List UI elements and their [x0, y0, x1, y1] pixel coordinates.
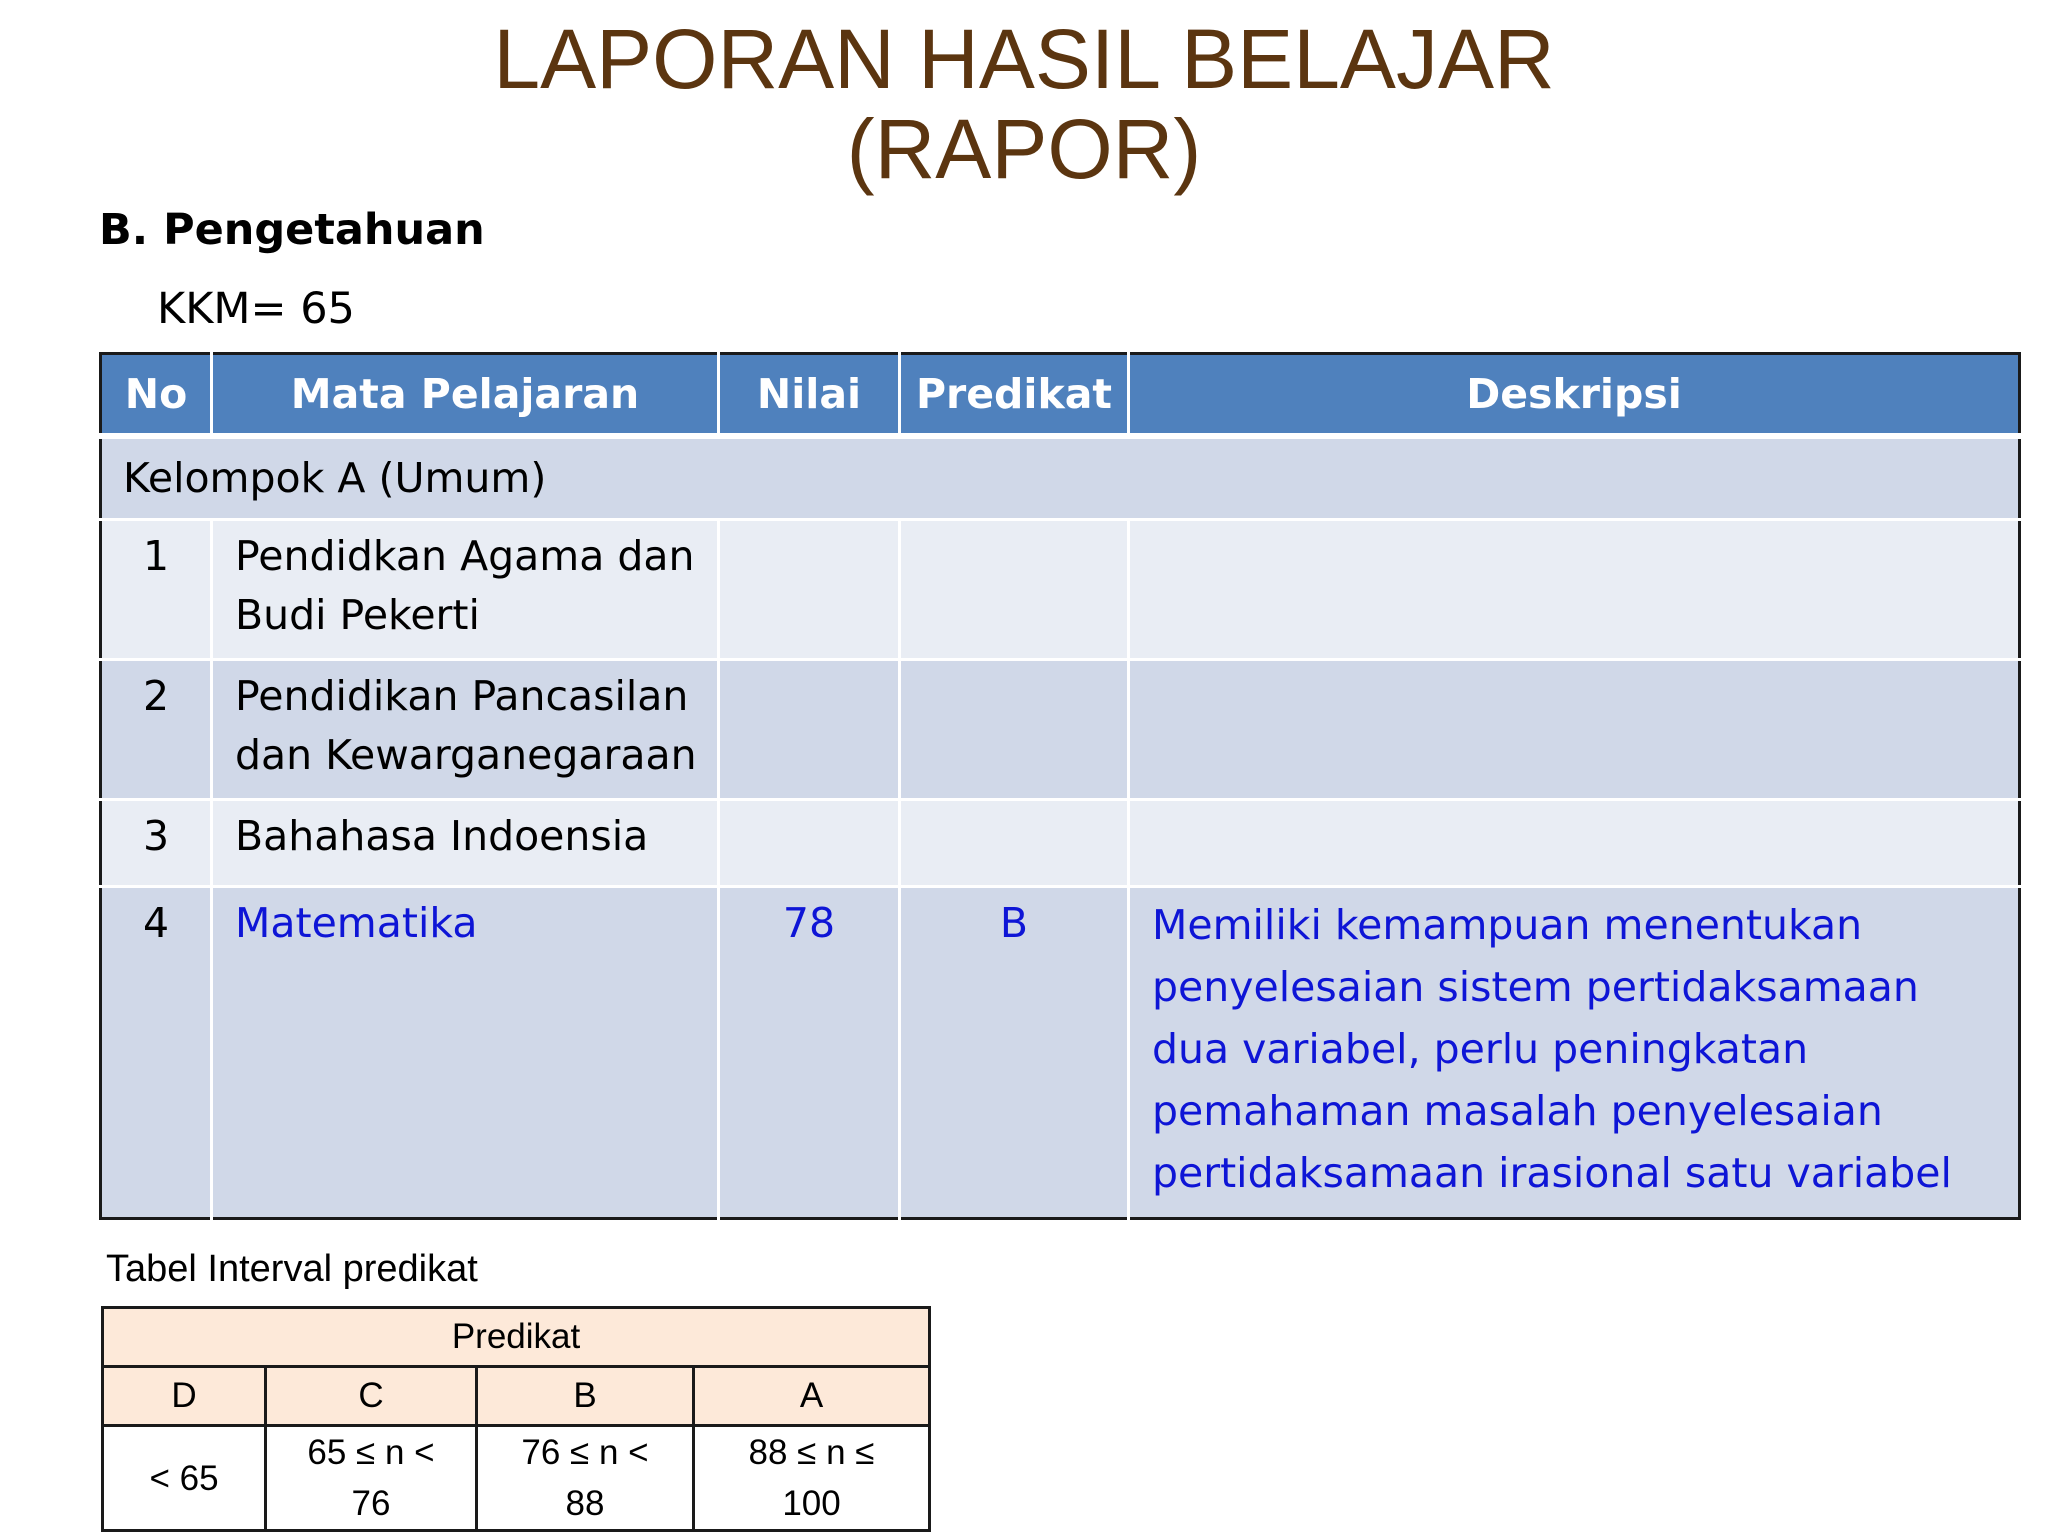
description-line: pertidaksamaan irasional satu variabel — [1152, 1149, 1952, 1197]
page-title — [0, 14, 2048, 194]
title-line-1: LAPORAN HASIL BELAJAR — [493, 12, 1555, 106]
row-number: 2 — [101, 660, 212, 800]
row-number: 4 — [101, 887, 212, 1219]
grade-label-c: C — [266, 1367, 477, 1426]
description-cell — [1129, 520, 2020, 660]
description-line: pemahaman masalah penyelesaian — [1152, 1087, 1883, 1135]
description-line: dua variabel, perlu peningkatan — [1152, 1025, 1809, 1073]
grades-header-row — [101, 354, 2020, 437]
range-line: 88 ≤ n ≤ — [748, 1433, 875, 1472]
subject-line: Budi Pekerti — [235, 591, 480, 639]
description-cell — [1129, 800, 2020, 887]
interval-table-caption: Tabel Interval predikat — [106, 1248, 478, 1290]
table-row — [101, 660, 2020, 800]
header-score: Nilai — [719, 354, 900, 437]
grade-label-a: A — [694, 1367, 930, 1426]
row-number: 3 — [101, 800, 212, 887]
range-line: < 65 — [149, 1458, 219, 1498]
group-row — [101, 436, 2020, 520]
description-line: penyelesaian sistem pertidaksamaan — [1152, 963, 1919, 1011]
description-line: Memiliki kemampuan menentukan — [1152, 901, 1863, 949]
grade-label-d: D — [103, 1367, 266, 1426]
kkm-label: KKM= 65 — [157, 284, 355, 334]
subject-cell — [212, 887, 719, 1219]
score-cell: 78 — [719, 887, 900, 1219]
interval-header-row — [103, 1308, 930, 1367]
range-a — [694, 1426, 930, 1531]
header-no: No — [101, 354, 212, 437]
section-heading: B. Pengetahuan — [99, 205, 485, 255]
header-subject: Mata Pelajaran — [212, 354, 719, 437]
range-b — [477, 1426, 694, 1531]
subject-line: Pendidikan Pancasilan — [235, 672, 689, 720]
range-line: 76 — [351, 1484, 391, 1523]
score-cell — [719, 520, 900, 660]
range-c — [266, 1426, 477, 1531]
interval-grade-row — [103, 1367, 930, 1426]
title-line-2: (RAPOR) — [846, 102, 1202, 196]
row-number: 1 — [101, 520, 212, 660]
subject-line: dan Kewarganegaraan — [235, 731, 697, 779]
header-description: Deskripsi — [1129, 354, 2020, 437]
range-line: 65 ≤ n < — [307, 1433, 435, 1472]
subject-line: Pendidkan Agama dan — [235, 532, 695, 580]
grade-cell — [900, 660, 1129, 800]
group-label: Kelompok A (Umum) — [101, 436, 2020, 520]
grade-label-b: B — [477, 1367, 694, 1426]
score-cell — [719, 660, 900, 800]
grade-cell: B — [900, 887, 1129, 1219]
range-line: 76 ≤ n < — [521, 1433, 649, 1472]
table-row — [101, 887, 2020, 1219]
grade-cell — [900, 520, 1129, 660]
interval-range-row — [103, 1426, 930, 1531]
grades-table — [99, 352, 2021, 1220]
interval-header: Predikat — [103, 1308, 930, 1367]
header-grade: Predikat — [900, 354, 1129, 437]
description-cell — [1129, 887, 2020, 1219]
subject-cell — [212, 520, 719, 660]
subject-line: Matematika — [235, 899, 478, 947]
range-d — [103, 1426, 266, 1531]
subject-cell — [212, 660, 719, 800]
grade-cell — [900, 800, 1129, 887]
table-row — [101, 520, 2020, 660]
range-line: 88 — [565, 1484, 605, 1523]
range-line: 100 — [782, 1484, 841, 1523]
subject-cell — [212, 800, 719, 887]
subject-line: Bahahasa Indoensia — [235, 812, 649, 860]
description-cell — [1129, 660, 2020, 800]
interval-table — [101, 1306, 931, 1532]
table-row — [101, 800, 2020, 887]
score-cell — [719, 800, 900, 887]
